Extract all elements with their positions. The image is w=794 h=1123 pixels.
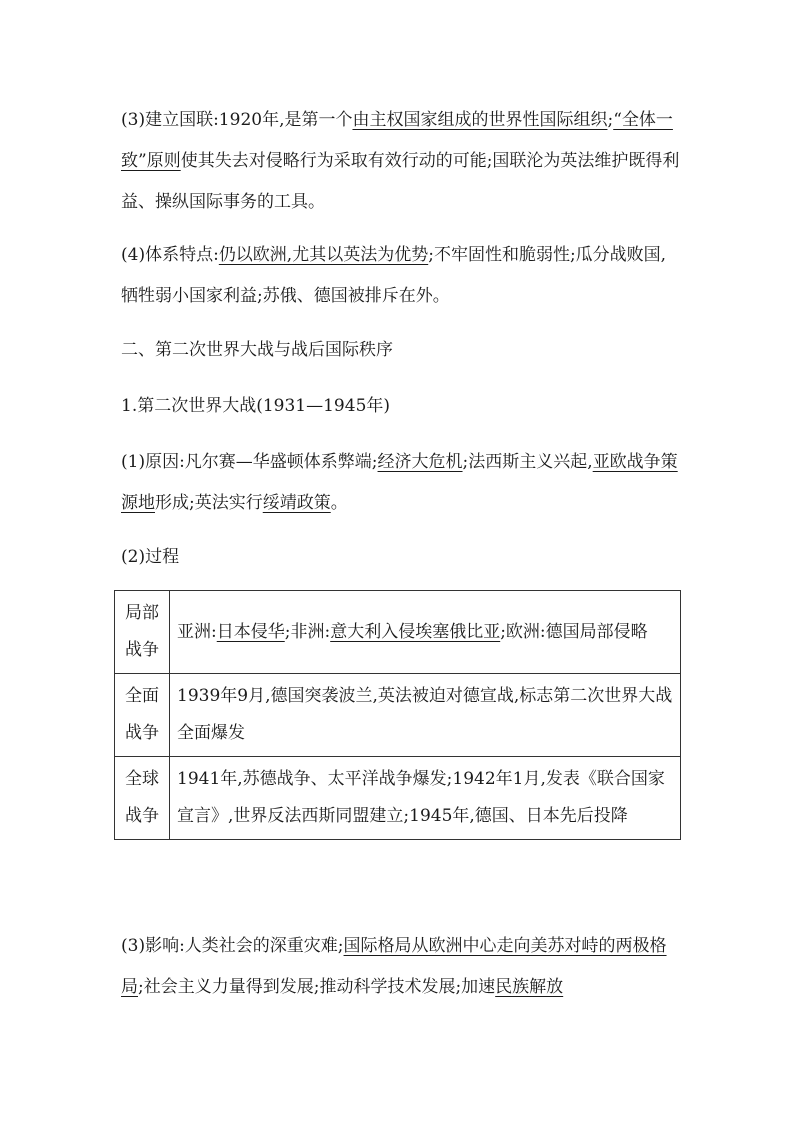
- text: (1)原因:凡尔赛—华盛顿体系弊端;: [121, 452, 378, 472]
- paragraph-system-features: [121, 235, 681, 317]
- underlined-text: “全体一致”原则: [121, 110, 673, 171]
- underlined-text: 民族解放: [495, 977, 564, 997]
- text: ;法西斯主义兴起,: [462, 452, 593, 472]
- underlined-text: 经济大危机: [377, 452, 463, 472]
- process-heading: (2)过程: [121, 547, 180, 567]
- underlined-text: 仍以欧洲,尤其以英法为优势: [218, 245, 429, 265]
- text: 。: [330, 493, 348, 513]
- text: 形成;英法实行: [155, 493, 263, 513]
- underlined-text: 由主权国家组成的世界性国际组织: [352, 110, 608, 130]
- text: 使其失去对侵略行为采取有效行动的可能;国联沦为英法维护既得利益、操纵国际事务的工具。: [121, 151, 680, 212]
- text: ;欧洲:德国局部侵略: [500, 621, 648, 642]
- row-content: 1939年9月,德国突袭波兰,英法被迫对德宣战,标志第二次世界大战全面爆发: [170, 674, 681, 757]
- subsection-heading: 1.第二次世界大战(1931—1945年): [121, 396, 391, 416]
- section-heading: 二、第二次世界大战与战后国际秩序: [121, 340, 393, 360]
- table-row: [115, 674, 681, 757]
- text: ;不牢固性和脆弱性;瓜分战败国,牺牲弱小国家利益;苏俄、德国被排斥在外。: [121, 245, 667, 306]
- paragraph-causes: [121, 442, 681, 524]
- underlined-text: 亚欧战争策源地: [121, 452, 678, 513]
- text: (4)体系特点:: [121, 245, 219, 265]
- underlined-text: 意大利入侵埃塞俄比亚: [330, 621, 501, 642]
- text: (3)影响:人类社会的深重灾难;: [121, 936, 344, 956]
- text: 亚洲:: [177, 621, 217, 642]
- text: ;非洲:: [284, 621, 331, 642]
- row-content: [170, 591, 681, 674]
- row-label: 全球战争: [115, 757, 170, 840]
- row-content: 1941年,苏德战争、太平洋战争爆发;1942年1月,发表《联合国家宣言》,世界反法西斯同盟建立;1945年,德国、日本先后投降: [170, 757, 681, 840]
- row-label: 局部战争: [115, 591, 170, 674]
- table-row: [115, 757, 681, 840]
- underlined-text: 国际格局从欧洲中心走向美苏对峙的两极格局: [121, 936, 667, 997]
- text: ;社会主义力量得到发展;推动科学技术发展;加速: [138, 977, 496, 997]
- underlined-text: 日本侵华: [216, 621, 285, 642]
- table-row: [115, 591, 681, 674]
- paragraph-impact: [121, 926, 681, 1008]
- row-label: 全面战争: [115, 674, 170, 757]
- text: ;: [607, 110, 614, 130]
- text: (3)建立国联:1920年,是第一个: [121, 110, 353, 130]
- war-process-table: [114, 590, 681, 840]
- paragraph-league-of-nations: [121, 100, 681, 223]
- underlined-text: 绥靖政策: [262, 493, 331, 513]
